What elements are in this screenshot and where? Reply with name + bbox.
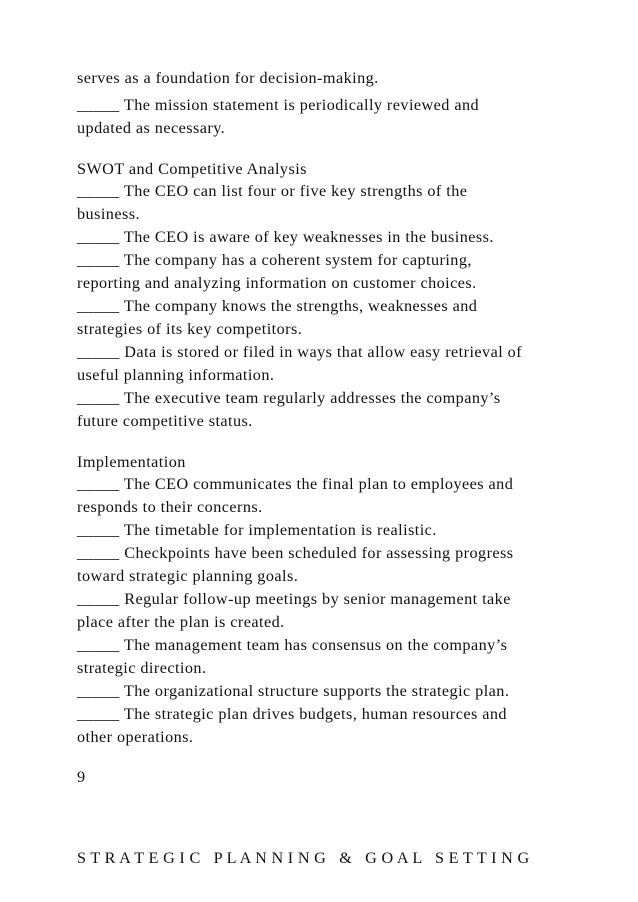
checklist-item: _____ The executive team regularly addresses the company’s (77, 389, 501, 407)
checklist-item: _____ The strategic plan drives budgets, human resources and (77, 705, 507, 723)
text-line: place after the plan is created. (77, 613, 285, 631)
checklist-item: _____ The organizational structure supports the strategic plan. (77, 682, 510, 700)
text-line: strategies of its key competitors. (77, 320, 303, 338)
checklist-item: _____ The CEO can list four or five key strengths of the (77, 182, 468, 200)
section-heading-swot: SWOT and Competitive Analysis (77, 160, 307, 178)
text-line: toward strategic planning goals. (77, 567, 299, 585)
checklist-item: _____ The mission statement is periodically reviewed and (77, 96, 480, 114)
text-line: future competitive status. (77, 412, 253, 430)
text-line: strategic direction. (77, 659, 207, 677)
running-footer-title: S T R A T E G I C P L A N N I N G & G O A L S E T T I N G (77, 849, 530, 867)
checklist-item: _____ The company has a coherent system for capturing, (77, 251, 472, 269)
text-line: responds to their concerns. (77, 498, 263, 516)
text-line: updated as necessary. (77, 119, 226, 137)
text-line: reporting and analyzing information on customer choices. (77, 274, 477, 292)
checklist-item: _____ Regular follow-up meetings by senior management take (77, 590, 511, 608)
text-line: serves as a foundation for decision-making. (77, 69, 379, 87)
checklist-item: _____ Data is stored or filed in ways that allow easy retrieval of (77, 343, 523, 361)
page-number: 9 (77, 768, 86, 786)
checklist-item: _____ Checkpoints have been scheduled for assessing progress (77, 544, 514, 562)
section-heading-implementation: Implementation (77, 453, 186, 471)
text-line: business. (77, 205, 140, 223)
text-line: other operations. (77, 728, 194, 746)
checklist-item: _____ The timetable for implementation is realistic. (77, 521, 437, 539)
checklist-item: _____ The CEO communicates the final plan to employees and (77, 475, 514, 493)
checklist-item: _____ The company knows the strengths, weaknesses and (77, 297, 478, 315)
text-line: useful planning information. (77, 366, 275, 384)
checklist-item: _____ The CEO is aware of key weaknesses in the business. (77, 228, 494, 246)
checklist-item: _____ The management team has consensus on the company’s (77, 636, 508, 654)
